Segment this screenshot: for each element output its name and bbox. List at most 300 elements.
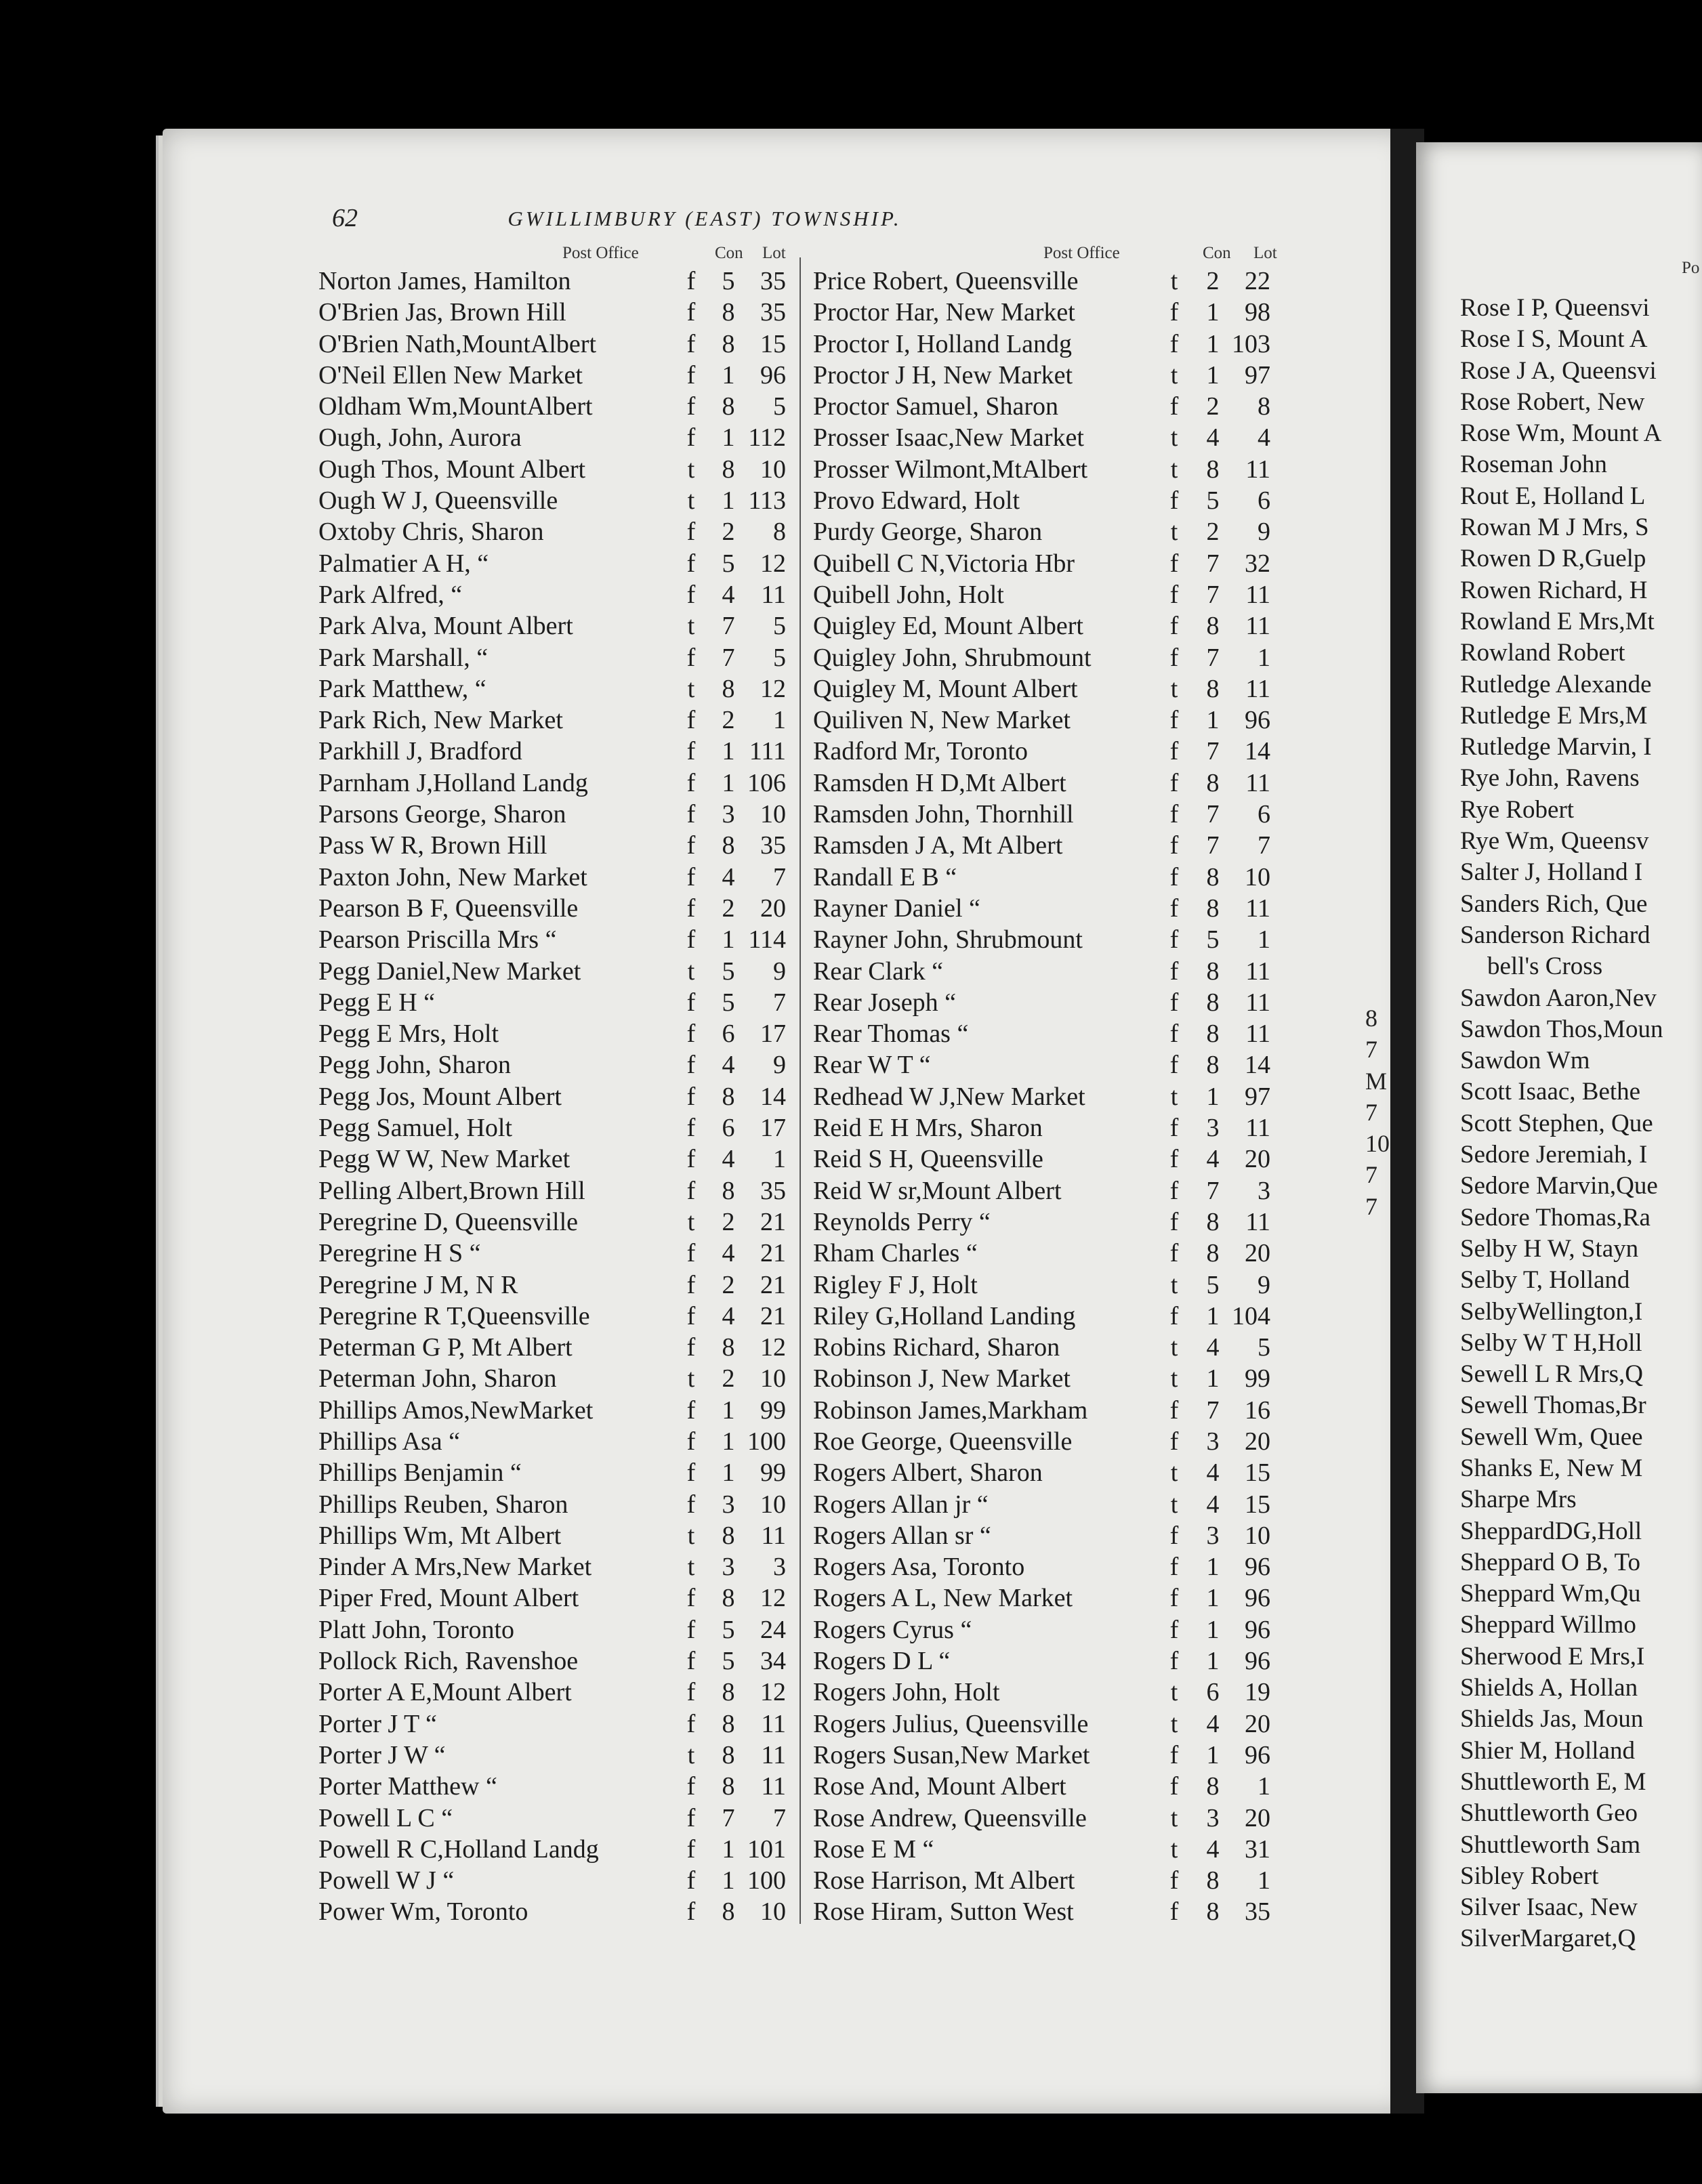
directory-entry-cropped: Sheppard Wm,Qu: [1460, 1580, 1641, 1608]
directory-entry-cropped: Rose Wm, Mount A: [1460, 419, 1662, 448]
entry-type: t: [687, 957, 695, 986]
entry-con: 1: [722, 1427, 735, 1456]
entry-lot: 32: [1245, 549, 1270, 578]
entry-lot: 5: [773, 643, 786, 672]
margin-mark: 7: [1365, 1161, 1377, 1189]
entry-lot: 8: [1258, 392, 1270, 421]
entry-con: 5: [1206, 1270, 1220, 1299]
entry-lot: 96: [1245, 1553, 1270, 1582]
entry-type: f: [686, 1020, 696, 1049]
entry-con: 5: [722, 988, 735, 1017]
entry-lot: 100: [747, 1866, 786, 1895]
directory-entry-cropped: Sheppard Willmo: [1460, 1611, 1636, 1639]
entry-name: Reid E H Mrs, Sharon: [813, 1114, 1043, 1143]
directory-entry-cropped: Rye Robert: [1460, 795, 1575, 824]
directory-entry-cropped: SelbyWellington,I: [1460, 1297, 1643, 1326]
entry-name: Rogers Allan jr “: [813, 1490, 989, 1519]
entry-type: t: [687, 486, 695, 516]
margin-mark: 7: [1365, 1098, 1377, 1126]
entry-name: Pegg Daniel,New Market: [318, 957, 581, 986]
entry-type: f: [686, 1082, 696, 1111]
entry-type: f: [1169, 894, 1179, 923]
entry-name: Peregrine D, Queensville: [318, 1207, 579, 1236]
entry-name: Ough, John, Aurora: [318, 423, 522, 453]
entry-lot: 114: [748, 925, 786, 954]
entry-con: 7: [1206, 831, 1220, 860]
entry-lot: 103: [1232, 329, 1270, 358]
entry-type: t: [1170, 1803, 1178, 1832]
entry-lot: 10: [760, 1490, 786, 1519]
column-rule: [800, 257, 801, 1924]
middle-con-header: Con: [1203, 244, 1231, 262]
entry-con: 7: [1206, 580, 1220, 609]
entry-lot: 10: [1245, 862, 1270, 891]
directory-entry-cropped: Shuttleworth Geo: [1460, 1799, 1638, 1828]
entry-lot: 12: [760, 1678, 786, 1707]
entry-lot: 10: [1245, 1521, 1270, 1550]
entry-lot: 20: [1245, 1239, 1270, 1268]
entry-lot: 112: [748, 423, 786, 453]
entry-lot: 9: [1258, 1270, 1270, 1299]
directory-entry-cropped: Rose I P, Queensvi: [1460, 294, 1650, 322]
entry-con: 8: [1206, 1051, 1220, 1080]
entry-type: f: [686, 267, 696, 295]
entry-con: 8: [1206, 455, 1220, 484]
entry-lot: 35: [760, 831, 786, 860]
entry-lot: 99: [760, 1395, 786, 1425]
entry-type: f: [1169, 298, 1179, 327]
entry-type: f: [686, 1866, 696, 1895]
entry-lot: 16: [1245, 1395, 1270, 1425]
directory-entry-cropped: Shields Jas, Moun: [1460, 1705, 1644, 1734]
entry-lot: 12: [760, 549, 786, 578]
entry-name: Roe George, Queensville: [813, 1427, 1073, 1456]
entry-con: 4: [1206, 1458, 1220, 1488]
entry-con: 3: [1206, 1803, 1220, 1832]
entry-lot: 35: [1245, 1897, 1270, 1927]
directory-entry-cropped: Scott Isaac, Bethe: [1460, 1078, 1641, 1106]
entry-lot: 11: [1245, 988, 1270, 1017]
entry-con: 4: [1206, 1490, 1220, 1519]
entry-type: f: [1169, 1239, 1179, 1268]
entry-con: 1: [1206, 1082, 1220, 1111]
entry-lot: 5: [773, 392, 786, 421]
entry-lot: 11: [1245, 768, 1270, 797]
directory-entry-cropped: Silver Isaac, New: [1460, 1893, 1638, 1922]
entry-name: Peregrine R T,Queensville: [318, 1301, 590, 1330]
entry-con: 3: [722, 1553, 735, 1582]
entry-con: 5: [722, 1615, 735, 1644]
entry-type: t: [1170, 1678, 1178, 1707]
entry-type: f: [686, 1803, 696, 1832]
entry-lot: 20: [760, 894, 786, 923]
entry-lot: 11: [1245, 1114, 1270, 1143]
entry-lot: 20: [1245, 1427, 1270, 1456]
entry-con: 4: [722, 1051, 735, 1080]
directory-entry-cropped: bell's Cross: [1487, 952, 1603, 981]
entry-con: 1: [722, 1395, 735, 1425]
entry-name: Peregrine J M, N R: [318, 1270, 518, 1299]
entry-con: 8: [722, 1521, 735, 1550]
margin-annotations: [1365, 1003, 1390, 1222]
entry-con: 4: [1206, 1333, 1220, 1362]
entry-type: t: [1170, 267, 1178, 295]
entry-name: Rear Joseph “: [813, 988, 957, 1017]
directory-entry-cropped: Sedore Marvin,Que: [1460, 1172, 1658, 1200]
entry-lot: 11: [1245, 894, 1270, 923]
entry-name: Rogers Asa, Toronto: [813, 1553, 1025, 1582]
entry-con: 2: [722, 518, 735, 547]
entry-name: Phillips Reuben, Sharon: [318, 1490, 568, 1519]
entry-type: f: [1169, 925, 1179, 954]
entry-type: f: [1169, 1521, 1179, 1550]
entry-name: Powell W J “: [318, 1866, 455, 1895]
directory-entry-cropped: Sedore Jeremiah, I: [1460, 1141, 1648, 1169]
entry-con: 8: [1206, 1239, 1220, 1268]
entry-name: Porter A E,Mount Albert: [318, 1678, 572, 1707]
entry-con: 1: [1206, 1584, 1220, 1613]
entry-lot: 12: [760, 1584, 786, 1613]
directory-entry-cropped: Salter J, Holland I: [1460, 858, 1643, 887]
entry-lot: 14: [1245, 1051, 1270, 1080]
entry-con: 2: [1206, 518, 1220, 547]
entry-type: t: [1170, 1364, 1178, 1393]
entry-name: Phillips Wm, Mt Albert: [318, 1521, 562, 1550]
entry-lot: 7: [773, 862, 786, 891]
entry-type: f: [686, 706, 696, 735]
entry-type: f: [1169, 1207, 1179, 1236]
entry-name: Proctor J H, New Market: [813, 360, 1073, 390]
entry-name: Radford Mr, Toronto: [813, 737, 1029, 766]
left-lot-header: Lot: [762, 244, 786, 262]
entry-lot: 1: [1258, 925, 1270, 954]
left-con-header: Con: [715, 244, 743, 262]
entry-con: 4: [722, 862, 735, 891]
entry-con: 1: [722, 1834, 735, 1864]
directory-entry-cropped: Rutledge E Mrs,M: [1460, 701, 1648, 730]
entry-type: f: [1169, 612, 1179, 641]
entry-lot: 35: [760, 298, 786, 327]
entry-con: 5: [1206, 486, 1220, 516]
entry-type: f: [1169, 486, 1179, 516]
entry-name: Pegg E Mrs, Holt: [318, 1020, 499, 1049]
entry-type: f: [686, 329, 696, 358]
entry-type: f: [686, 894, 696, 923]
entry-con: 1: [1206, 1364, 1220, 1393]
entry-con: 8: [722, 1709, 735, 1738]
entry-name: Peterman G P, Mt Albert: [318, 1333, 573, 1362]
entry-name: Quibell John, Holt: [813, 580, 1004, 609]
entry-name: O'Neil Ellen New Market: [318, 360, 583, 390]
entry-type: f: [1169, 1740, 1179, 1769]
entry-name: Rogers Julius, Queensville: [813, 1709, 1089, 1738]
entry-lot: 6: [1258, 800, 1270, 829]
entry-con: 8: [722, 1584, 735, 1613]
entry-name: Rogers A L, New Market: [813, 1584, 1073, 1613]
entry-name: Ough Thos, Mount Albert: [318, 455, 586, 484]
entry-name: Pearson Priscilla Mrs “: [318, 925, 557, 954]
entry-type: f: [686, 1490, 696, 1519]
entry-type: f: [686, 1897, 696, 1927]
directory-entry-cropped: Sawdon Aaron,Nev: [1460, 984, 1657, 1012]
entry-con: 8: [722, 1772, 735, 1801]
entry-name: Rogers Cyrus “: [813, 1615, 972, 1644]
entry-lot: 6: [1258, 486, 1270, 516]
entry-lot: 12: [760, 1333, 786, 1362]
entry-name: Power Wm, Toronto: [318, 1897, 528, 1927]
margin-mark: 8: [1365, 1005, 1377, 1032]
entry-name: Riley G,Holland Landing: [813, 1301, 1076, 1330]
entry-type: f: [686, 643, 696, 672]
entry-type: t: [687, 1553, 695, 1582]
entry-lot: 20: [1245, 1709, 1270, 1738]
directory-entry-cropped: Rowland E Mrs,Mt: [1460, 607, 1655, 635]
entry-con: 2: [722, 1270, 735, 1299]
entry-type: f: [1169, 768, 1179, 797]
entry-lot: 34: [760, 1647, 786, 1676]
entry-lot: 5: [1258, 1333, 1270, 1362]
entry-lot: 11: [1245, 1020, 1270, 1049]
entry-con: 5: [722, 1647, 735, 1676]
entry-lot: 96: [1245, 1647, 1270, 1676]
entry-type: f: [686, 1239, 696, 1268]
entry-con: 1: [722, 737, 735, 766]
entry-type: f: [686, 1458, 696, 1488]
entry-con: 5: [1206, 925, 1220, 954]
entry-type: f: [686, 1584, 696, 1613]
entry-con: 8: [722, 329, 735, 358]
entry-lot: 17: [760, 1114, 786, 1143]
directory-entry-cropped: Selby T, Holland: [1460, 1266, 1630, 1295]
entry-lot: 15: [760, 329, 786, 358]
entry-lot: 11: [1245, 580, 1270, 609]
directory-entry-cropped: Scott Stephen, Que: [1460, 1109, 1653, 1137]
entry-type: t: [1170, 423, 1178, 453]
entry-type: f: [1169, 1584, 1179, 1613]
entry-type: f: [1169, 392, 1179, 421]
entry-type: t: [1170, 1270, 1178, 1299]
entry-type: f: [686, 580, 696, 609]
entry-con: 8: [722, 392, 735, 421]
entry-type: f: [686, 549, 696, 578]
entry-con: 8: [722, 1176, 735, 1205]
entry-lot: 11: [761, 580, 786, 609]
entry-con: 4: [722, 1145, 735, 1174]
entry-con: 6: [722, 1020, 735, 1049]
entry-con: 1: [1206, 298, 1220, 327]
entry-type: t: [1170, 1834, 1178, 1864]
entry-type: f: [686, 518, 696, 547]
entry-con: 8: [1206, 1866, 1220, 1895]
entry-lot: 15: [1245, 1458, 1270, 1488]
entry-name: Pegg John, Sharon: [318, 1051, 511, 1080]
entry-lot: 10: [760, 800, 786, 829]
entry-lot: 4: [1258, 423, 1270, 453]
entry-lot: 20: [1245, 1803, 1270, 1832]
entry-name: Rogers D L “: [813, 1647, 951, 1676]
entry-lot: 35: [760, 1176, 786, 1205]
entry-con: 8: [722, 1897, 735, 1927]
entry-con: 3: [1206, 1427, 1220, 1456]
entry-con: 1: [1206, 329, 1220, 358]
entry-lot: 12: [760, 674, 786, 703]
entry-type: f: [686, 1145, 696, 1174]
entry-lot: 106: [747, 768, 786, 797]
entry-name: Park Rich, New Market: [318, 706, 563, 735]
entry-type: f: [686, 1176, 696, 1205]
entry-name: Peterman John, Sharon: [318, 1364, 557, 1393]
entry-type: f: [686, 831, 696, 860]
entry-name: Ramsden J A, Mt Albert: [813, 831, 1063, 860]
entry-type: f: [1169, 737, 1179, 766]
entry-type: t: [1170, 1458, 1178, 1488]
entry-name: Robinson J, New Market: [813, 1364, 1071, 1393]
directory-entry-cropped: Shuttleworth E, M: [1460, 1767, 1646, 1796]
entry-type: f: [686, 1395, 696, 1425]
directory-entry-cropped: Sharpe Mrs: [1460, 1486, 1577, 1514]
entry-type: t: [687, 455, 695, 484]
entry-con: 5: [722, 549, 735, 578]
entry-con: 8: [722, 674, 735, 703]
directory-entry-cropped: Sawdon Thos,Moun: [1460, 1015, 1663, 1043]
entry-name: Powell L C “: [318, 1803, 453, 1832]
entry-lot: 1: [1258, 1866, 1270, 1895]
entry-name: Rose And, Mount Albert: [813, 1772, 1066, 1801]
entry-type: f: [1169, 1427, 1179, 1456]
entry-name: Prosser Wilmont,MtAlbert: [813, 455, 1088, 484]
entry-lot: 99: [1245, 1364, 1270, 1393]
directory-entry-cropped: Sheppard O B, To: [1460, 1548, 1640, 1576]
entry-lot: 10: [760, 455, 786, 484]
entry-con: 3: [1206, 1521, 1220, 1550]
entry-con: 7: [1206, 643, 1220, 672]
entry-name: Quibell C N,Victoria Hbr: [813, 549, 1075, 578]
entry-lot: 11: [1245, 612, 1270, 641]
entry-type: f: [686, 1270, 696, 1299]
directory-entry-cropped: Sewell L R Mrs,Q: [1460, 1360, 1643, 1389]
entry-con: 3: [722, 800, 735, 829]
entry-type: f: [686, 737, 696, 766]
entry-name: Proctor Har, New Market: [813, 298, 1075, 327]
entry-con: 1: [1206, 706, 1220, 735]
entry-name: Parsons George, Sharon: [318, 800, 566, 829]
entry-lot: 21: [760, 1239, 786, 1268]
entry-con: 8: [1206, 862, 1220, 891]
entry-name: Price Robert, Queensville: [813, 267, 1079, 295]
directory-entry-cropped: Rutledge Alexande: [1460, 670, 1652, 698]
entry-type: f: [1169, 1897, 1179, 1927]
directory-entry-cropped: Shields A, Hollan: [1460, 1674, 1638, 1702]
entry-type: t: [687, 1207, 695, 1236]
entry-name: Phillips Benjamin “: [318, 1458, 522, 1488]
entry-lot: 11: [1245, 957, 1270, 986]
entry-type: f: [686, 392, 696, 421]
entry-name: Reid S H, Queensville: [813, 1145, 1043, 1174]
entry-type: f: [1169, 643, 1179, 672]
entry-con: 8: [1206, 674, 1220, 703]
entry-lot: 17: [760, 1020, 786, 1049]
entry-name: Quigley Ed, Mount Albert: [813, 612, 1083, 641]
entry-lot: 19: [1245, 1678, 1270, 1707]
entry-type: f: [686, 988, 696, 1017]
entry-con: 1: [1206, 1553, 1220, 1582]
directory-entry-cropped: Rowland Robert: [1460, 639, 1625, 667]
entry-type: f: [686, 423, 696, 453]
entry-con: 4: [1206, 1145, 1220, 1174]
entry-con: 7: [1206, 800, 1220, 829]
entry-con: 2: [722, 706, 735, 735]
entry-type: f: [686, 1678, 696, 1707]
entry-lot: 1: [1258, 1772, 1270, 1801]
entry-name: Pegg W W, New Market: [318, 1145, 570, 1174]
entry-lot: 96: [1245, 1740, 1270, 1769]
entry-con: 2: [1206, 392, 1220, 421]
entry-con: 8: [722, 831, 735, 860]
directory-entry-cropped: Sibley Robert: [1460, 1862, 1599, 1890]
entry-lot: 7: [773, 988, 786, 1017]
entry-con: 1: [1206, 360, 1220, 390]
entry-con: 8: [722, 1082, 735, 1111]
entry-name: O'Brien Jas, Brown Hill: [318, 298, 566, 327]
entry-con: 7: [722, 612, 735, 641]
entry-lot: 21: [760, 1301, 786, 1330]
directory-entry-cropped: Sanders Rich, Que: [1460, 889, 1648, 918]
entry-name: Rear Thomas “: [813, 1020, 969, 1049]
entry-type: t: [1170, 360, 1178, 390]
entry-con: 2: [722, 894, 735, 923]
entry-name: Rayner Daniel “: [813, 894, 980, 923]
entry-type: f: [1169, 1051, 1179, 1080]
entry-name: Parkhill J, Bradford: [318, 737, 522, 766]
entry-lot: 11: [761, 1521, 786, 1550]
entry-lot: 101: [747, 1834, 786, 1864]
entry-con: 8: [722, 1333, 735, 1362]
entry-lot: 22: [1245, 267, 1270, 295]
page-number: 62: [332, 204, 358, 232]
entry-name: Rogers John, Holt: [813, 1678, 1000, 1707]
entry-con: 1: [1206, 1647, 1220, 1676]
entry-name: Reid W sr,Mount Albert: [813, 1176, 1062, 1205]
entry-name: Rogers Albert, Sharon: [813, 1458, 1043, 1488]
entry-con: 7: [1206, 737, 1220, 766]
entry-name: Platt John, Toronto: [318, 1615, 515, 1644]
entry-con: 1: [1206, 1740, 1220, 1769]
entry-name: Oldham Wm,MountAlbert: [318, 392, 593, 421]
entry-name: Rose Andrew, Queensville: [813, 1803, 1087, 1832]
entry-con: 1: [722, 768, 735, 797]
entry-type: f: [686, 768, 696, 797]
entry-con: 8: [1206, 894, 1220, 923]
entry-name: Parnham J,Holland Landg: [318, 768, 588, 797]
entry-lot: 10: [760, 1364, 786, 1393]
entry-con: 1: [1206, 1301, 1220, 1330]
entry-type: f: [686, 1427, 696, 1456]
entry-name: Pass W R, Brown Hill: [318, 831, 547, 860]
directory-entry-cropped: Shuttleworth Sam: [1460, 1830, 1641, 1859]
entry-name: Quigley M, Mount Albert: [813, 674, 1078, 703]
entry-con: 2: [722, 1364, 735, 1393]
margin-mark: 10: [1365, 1130, 1390, 1158]
entry-lot: 96: [760, 360, 786, 390]
entry-name: Rose Harrison, Mt Albert: [813, 1866, 1075, 1895]
entry-lot: 14: [760, 1082, 786, 1111]
directory-entry-cropped: Roseman John: [1460, 450, 1607, 479]
entry-type: f: [1169, 1114, 1179, 1143]
middle-lot-header: Lot: [1253, 244, 1277, 262]
entry-con: 8: [722, 1740, 735, 1769]
entry-lot: 111: [749, 737, 786, 766]
entry-lot: 98: [1245, 298, 1270, 327]
